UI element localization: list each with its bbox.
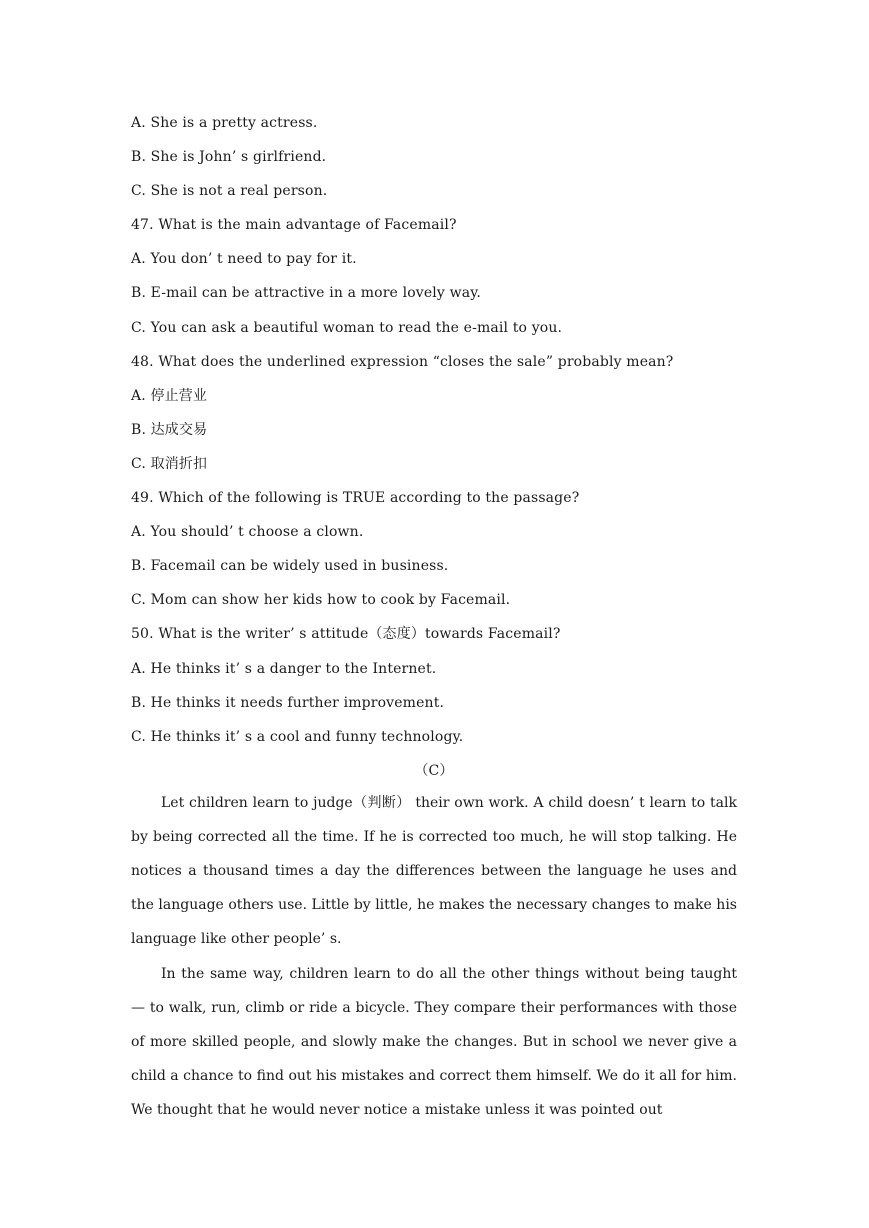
q48-option-b: B. 达成交易	[131, 421, 208, 438]
q47-option-c: C. You can ask a beautiful woman to read the e-mail to you.	[131, 319, 563, 336]
q48-option-c: C. 取消折扣	[131, 455, 208, 472]
q49-option-a: A. You should’ t choose a clown.	[131, 524, 364, 541]
q46-option-b: B. She is John’ s girlfriend.	[131, 149, 327, 166]
q46-option-c: C. She is not a real person.	[131, 183, 328, 200]
q46-option-a: A. She is a pretty actress.	[131, 115, 318, 131]
q50-option-b: B. He thinks it needs further improvement.	[131, 694, 445, 711]
q49-question: 49. Which of the following is TRUE according to the passage?	[131, 490, 580, 507]
q47-option-a: A. You don’ t need to pay for it.	[131, 251, 357, 268]
q49-option-c: C. Mom can show her kids how to cook by Facemail.	[131, 592, 511, 609]
question-block	[131, 113, 737, 795]
passage-paragraph-2	[131, 957, 737, 1127]
q49-option-b: B. Facemail can be widely used in business.	[131, 558, 449, 575]
q47-option-b: B. E-mail can be attractive in a more lovely way.	[131, 285, 481, 302]
passage-paragraph-1	[131, 786, 737, 956]
section-heading: （C）	[414, 762, 454, 779]
q48-question: 48. What does the underlined expression “closes the sale” probably mean?	[131, 353, 674, 370]
paragraph-1-text: Let children learn to judge（判断） their own work. A child doesn’ t learn to talk by being corrected all the time. If he is corrected too much, he will stop talking. He notices a thousand times a day the differences between the language he uses and the language others use. Little by little, he makes the necessary changes to make his language like other people’ s.	[131, 795, 737, 948]
paragraph-2-text: In the same way, children learn to do all the other things without being taught — to walk, run, climb or ride a bicycle. They compare their performances with those of more skilled people, and slowly make the changes. But in school we never give a child a chance to find out his mistakes and correct them himself. We do it all for him. We thought that he would never notice a mistake unless it was pointed out	[131, 966, 737, 1119]
q48-option-a: A. 停止营业	[131, 387, 208, 404]
q50-question: 50. What is the writer’ s attitude（态度）towards Facemail?	[131, 626, 561, 643]
q50-option-a: A. He thinks it’ s a danger to the Internet.	[131, 660, 437, 677]
q47-question: 47. What is the main advantage of Facemail?	[131, 217, 457, 234]
q50-option-c: C. He thinks it’ s a cool and funny technology.	[131, 728, 464, 745]
